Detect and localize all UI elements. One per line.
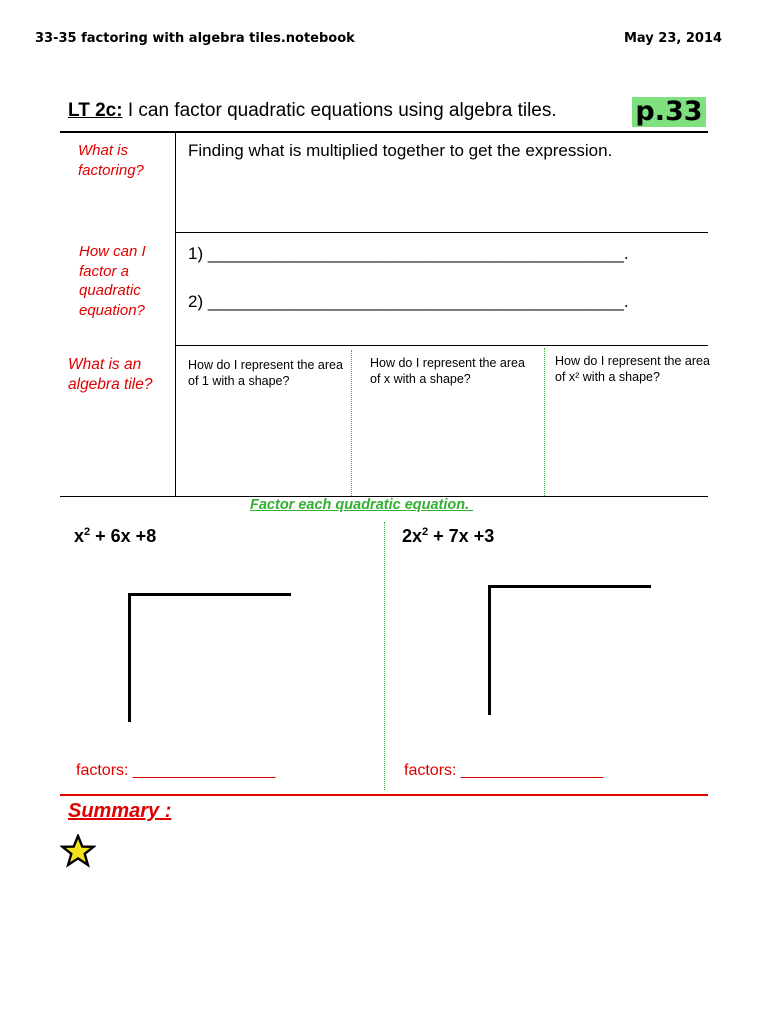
page-number-badge: p.33 [632, 97, 706, 127]
practice-divider [384, 522, 385, 790]
row-divider-2 [175, 345, 708, 346]
left-factor-frame [128, 593, 291, 722]
tile-cell-area-x: How do I represent the area of x with a shape? [370, 356, 525, 386]
tile-cell-divider-1 [351, 350, 352, 496]
table-column-divider [175, 133, 176, 497]
question-how-to-factor: How can I factor a quadratic equation? [79, 243, 146, 319]
left-equation: $x^2 + 6x +8$ [74, 526, 157, 546]
right-equation: $2x^2 + 7x +3$ [402, 526, 495, 546]
practice-title: Factor each quadratic equation. [250, 497, 474, 513]
learning-target-label: LT 2c: [68, 100, 123, 121]
tile-cell-area-1: How do I represent the area of 1 with a shape? [188, 358, 343, 388]
summary-divider [60, 794, 708, 796]
right-factor-frame [488, 585, 651, 715]
row-divider-1 [175, 232, 708, 233]
question-what-is-factoring: What is factoring? [78, 142, 144, 179]
answer-factoring: Finding what is multiplied together to get the expression. [188, 141, 613, 160]
notebook-date: May 23, 2014 [624, 31, 723, 46]
answer-line-1: 1) ____________________________________________. [188, 244, 629, 263]
question-what-is-algebra-tile: What is an algebra tile? [68, 356, 153, 393]
table-top-border [60, 131, 708, 133]
learning-target [68, 100, 557, 122]
summary-heading: Summary : [68, 800, 172, 822]
star-icon [60, 834, 96, 868]
notebook-filename: 33-35 factoring with algebra tiles.notebook [35, 31, 355, 46]
tile-cell-divider-2 [544, 348, 545, 496]
learning-target-text: I can factor quadratic equations using algebra tiles. [122, 100, 557, 121]
tile-cell-area-x-squared: How do I represent the area of x² with a shape? [555, 354, 710, 384]
left-factors-line: factors: ________________ [76, 762, 276, 779]
answer-line-2: 2) ____________________________________________. [188, 292, 629, 311]
right-factors-line: factors: ________________ [404, 762, 604, 779]
